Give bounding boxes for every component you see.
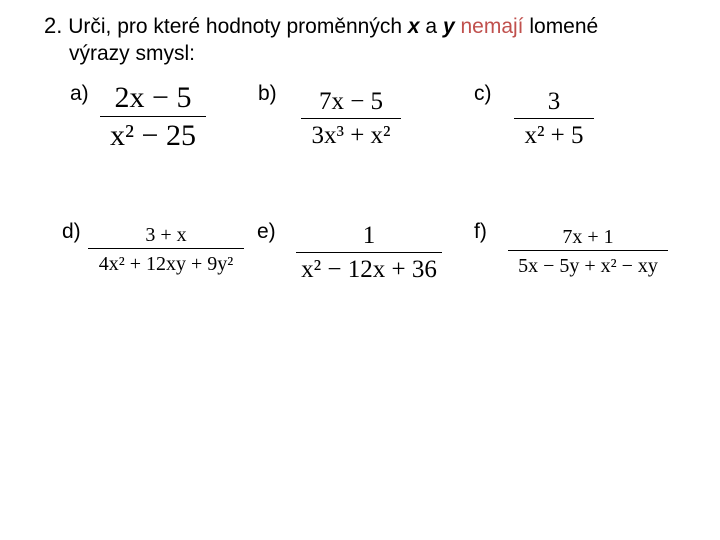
exercise-a-numerator: 2x − 5 [114, 81, 192, 114]
exercise-d-fraction [88, 222, 244, 279]
variable-y: y [442, 15, 455, 38]
highlight-nemaji: nemají [460, 15, 524, 38]
exercise-e-label: e) [257, 220, 276, 243]
exercise-c-fraction [514, 86, 594, 153]
exercise-f-label: f) [474, 220, 487, 243]
exercise-f-fraction [508, 224, 668, 281]
exercise-a-fraction [100, 80, 206, 155]
exercise-a-label: a) [70, 82, 89, 105]
exercise-e-denominator: x² − 12x + 36 [301, 256, 437, 283]
exercise-b-numerator: 7x − 5 [318, 88, 384, 115]
exercise-b-denominator: 3x³ + x² [311, 122, 391, 149]
task-text-end: lomené [529, 15, 599, 38]
task-heading-line2: výrazy smysl: [69, 42, 195, 65]
exercise-c-numerator: 3 [547, 88, 561, 115]
exercise-f-numerator: 7x + 1 [562, 226, 614, 248]
exercise-f-denominator: 5x − 5y + x² − xy [518, 255, 658, 277]
variable-x: x [407, 15, 420, 38]
exercise-d-label: d) [62, 220, 81, 243]
conjunction: a [425, 15, 438, 38]
exercise-e-fraction [296, 220, 442, 287]
exercise-c-denominator: x² + 5 [524, 122, 584, 149]
exercise-a-denominator: x² − 25 [110, 119, 196, 152]
exercise-d-numerator: 3 + x [145, 224, 187, 246]
exercise-c-label: c) [474, 82, 492, 105]
exercise-d-denominator: 4x² + 12xy + 9y² [98, 253, 234, 275]
task-text: Urči, pro které hodnoty proměnných [68, 15, 403, 38]
exercise-b-label: b) [258, 82, 277, 105]
exercise-e-numerator: 1 [362, 222, 376, 249]
task-number: 2. [44, 13, 63, 38]
task-heading [44, 12, 598, 41]
exercise-b-fraction [301, 86, 401, 153]
